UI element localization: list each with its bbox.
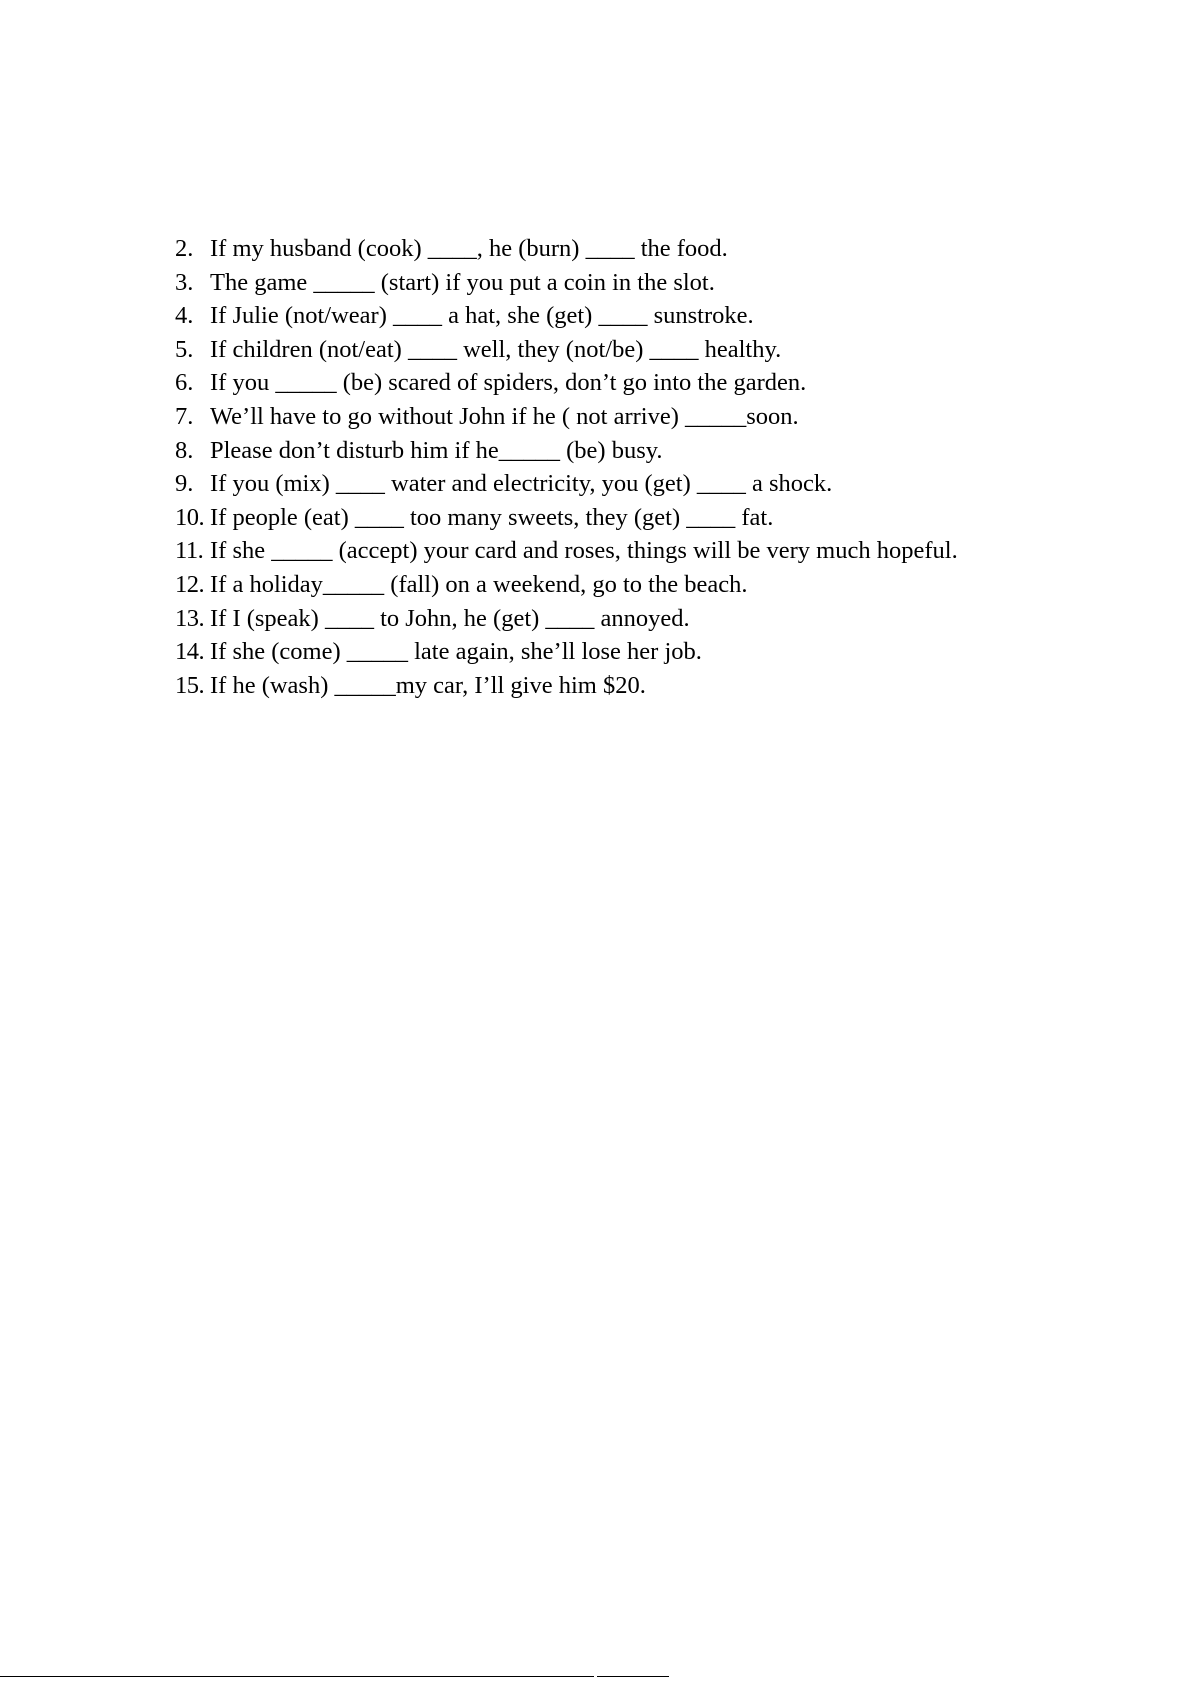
- exercise-list: [175, 232, 958, 702]
- exercise-sentence: We’ll have to go without John if he ( not arrive) _____soon.: [210, 402, 799, 430]
- exercise-item-11: [175, 534, 958, 568]
- exercise-item-3: [175, 266, 958, 300]
- exercise-sentence: If Julie (not/wear) ____ a hat, she (get) ____ sunstroke.: [210, 302, 754, 330]
- exercise-sentence: If you _____ (be) scared of spiders, don’t go into the garden.: [210, 369, 807, 397]
- exercise-item-9: [175, 467, 958, 501]
- exercise-number: 9.: [175, 470, 194, 498]
- exercise-number: 10.: [175, 503, 205, 531]
- exercise-number: 6.: [175, 369, 194, 397]
- exercise-item-12: [175, 568, 958, 602]
- footer-divider-short: [597, 1676, 669, 1677]
- footer-divider: [0, 1676, 594, 1677]
- exercise-number: 14.: [175, 638, 205, 666]
- exercise-number: 8.: [175, 436, 194, 464]
- exercise-sentence: If he (wash) _____my car, I’ll give him $20.: [210, 671, 646, 699]
- exercise-item-4: [175, 299, 958, 333]
- exercise-item-7: [175, 400, 958, 434]
- exercise-sentence: If children (not/eat) ____ well, they (not/be) ____ healthy.: [210, 335, 782, 363]
- exercise-sentence: The game _____ (start) if you put a coin in the slot.: [210, 268, 715, 296]
- exercise-sentence: If a holiday_____ (fall) on a weekend, go to the beach.: [210, 570, 748, 598]
- exercise-number: 3.: [175, 268, 194, 296]
- exercise-item-2: [175, 232, 958, 266]
- exercise-number: 2.: [175, 235, 194, 262]
- exercise-number: 13.: [175, 604, 205, 632]
- exercise-item-5: [175, 333, 958, 367]
- exercise-number: 15.: [175, 671, 205, 699]
- exercise-item-6: [175, 366, 958, 400]
- exercise-number: 12.: [175, 570, 205, 598]
- exercise-item-10: [175, 501, 958, 535]
- exercise-item-14: [175, 635, 958, 669]
- exercise-sentence: Please don’t disturb him if he_____ (be) busy.: [210, 436, 663, 464]
- exercise-item-15: [175, 669, 958, 703]
- exercise-item-13: [175, 602, 958, 636]
- exercise-sentence: If I (speak) ____ to John, he (get) ____ annoyed.: [210, 604, 690, 632]
- exercise-number: 4.: [175, 302, 194, 330]
- exercise-number: 7.: [175, 402, 194, 430]
- exercise-sentence: If she (come) _____ late again, she’ll lose her job.: [210, 638, 702, 666]
- exercise-item-8: [175, 434, 958, 468]
- exercise-sentence: If my husband (cook) ____, he (burn) ____ the food.: [210, 235, 728, 262]
- exercise-number: 5.: [175, 335, 194, 363]
- exercise-sentence: If she _____ (accept) your card and roses, things will be very much hopeful.: [210, 537, 958, 565]
- exercise-sentence: If you (mix) ____ water and electricity, you (get) ____ a shock.: [210, 470, 833, 498]
- exercise-sentence: If people (eat) ____ too many sweets, they (get) ____ fat.: [210, 503, 774, 531]
- exercise-number: 11.: [175, 537, 204, 565]
